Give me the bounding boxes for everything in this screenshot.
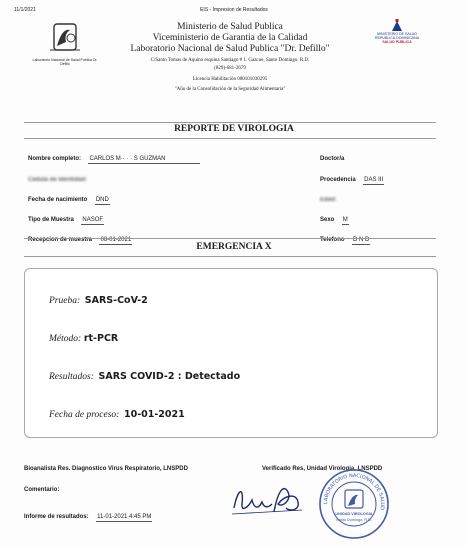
divider bbox=[24, 256, 436, 257]
result-label: Resultados: bbox=[49, 372, 94, 382]
header-viceministry: Viceministerio de Garantia de la Calidad bbox=[152, 33, 308, 43]
sex-value: M bbox=[342, 217, 348, 223]
patient-id-label: Cedula de Identidad: bbox=[28, 177, 88, 183]
patient-name-value: CARLOS M·· · · S GUZMAN bbox=[88, 155, 200, 164]
divider bbox=[24, 238, 436, 239]
report-date-label: Informe de resultados: bbox=[24, 514, 89, 520]
verifier-signature-line: Verificado Res, Unidad Virologia, LNSPDD bbox=[262, 466, 383, 472]
sex-label: Sexo bbox=[320, 217, 335, 223]
phone-value: D N D bbox=[353, 237, 370, 243]
header-year-motto: "Año de la Consolidación de la Seguridad Alimentaria" bbox=[174, 87, 286, 92]
ministry-logo bbox=[362, 18, 432, 50]
institution-header bbox=[100, 22, 360, 94]
process-date-value: 10-01-2021 bbox=[123, 409, 185, 420]
report-title: REPORTE DE VIROLOGIA bbox=[174, 124, 294, 134]
ministry-logo-line2: REPUBLICA DOMINICANA bbox=[374, 36, 420, 40]
bioanalyst-signature-line: Bioanalista Res. Diagnostico Virus Respiratorio, LNSPDD bbox=[24, 466, 188, 472]
handwritten-signature bbox=[228, 478, 308, 522]
divider bbox=[24, 138, 436, 139]
edad-row bbox=[320, 188, 337, 206]
process-date-label: Fecha de proceso: bbox=[49, 410, 120, 420]
dob-value: DND bbox=[95, 197, 109, 203]
stamp-unit: UNIDAD VIROLOGIA bbox=[335, 512, 373, 516]
emergency-label: EMERGENCIA X bbox=[196, 242, 272, 252]
process-date-row bbox=[49, 409, 185, 420]
ministry-logo-line3: SALUD PUBLICA bbox=[382, 40, 412, 44]
header-phone: (829)-681-2679 bbox=[214, 66, 246, 71]
doctor-label: Doctor/a bbox=[320, 156, 345, 162]
procedencia-value: DAS III bbox=[364, 177, 384, 183]
stamp-city: Santo Domingo, R.D. bbox=[336, 518, 372, 522]
ministry-logo-line1: MINISTERIO DE SALUD bbox=[377, 32, 417, 36]
dob-row bbox=[28, 188, 110, 206]
report-date-value: 11-01-2021 4:45 PM bbox=[97, 514, 152, 520]
phone-label: Telefono bbox=[320, 237, 345, 243]
test-value: SARS-CoV-2 bbox=[84, 295, 148, 306]
test-label: Prueba: bbox=[49, 296, 81, 306]
header-ministry: Ministerio de Salud Publica bbox=[177, 22, 283, 32]
divider bbox=[24, 122, 436, 123]
edad-label: Edad: bbox=[320, 197, 337, 203]
comment-label: Comentario: bbox=[24, 487, 60, 493]
stamp-arc-text: LABORATORIO NACIONAL DE SALUD bbox=[322, 472, 386, 511]
method-value: rt-PCR bbox=[83, 333, 119, 344]
patient-name-row bbox=[28, 147, 200, 165]
test-row bbox=[49, 295, 148, 306]
lnsp-logo-caption: Laboratorio Nacional de Salud Publica Dr. Defillo bbox=[32, 58, 98, 66]
sex-row bbox=[320, 208, 349, 226]
results-panel bbox=[24, 268, 438, 438]
lnsp-logo bbox=[30, 18, 100, 66]
header-laboratory: Laboratorio Nacional de Salud Publica "Dr. Defillo" bbox=[130, 44, 330, 54]
document-title: EIS - Impresion de Resultados bbox=[200, 7, 268, 13]
sample-type-row bbox=[28, 208, 104, 226]
official-stamp bbox=[318, 468, 390, 540]
doctor-row bbox=[320, 147, 344, 165]
method-row bbox=[49, 333, 118, 344]
header-address: C/Santo Tomas de Aquino esquina Santiago # 1. Gazcue, Santo Domingo. R.D. bbox=[150, 58, 310, 63]
dob-label: Fecha de nacimiento bbox=[28, 197, 88, 203]
reception-value: 08-01-2021 bbox=[100, 237, 132, 243]
report-date-row bbox=[24, 505, 152, 523]
print-date: 11/1/2021 bbox=[14, 7, 36, 13]
sample-type-label: Tipo de Muestra bbox=[28, 217, 74, 223]
procedencia-label: Procedencia bbox=[320, 177, 356, 183]
result-row bbox=[49, 371, 240, 382]
sample-type-value: NASOF bbox=[82, 217, 104, 223]
reception-label: Recepcion de muestra bbox=[28, 237, 93, 243]
method-label: Método: bbox=[49, 334, 82, 344]
header-license: Licencia Habilitación 000101030295 bbox=[192, 77, 268, 82]
procedencia-row bbox=[320, 168, 384, 186]
result-value: SARS COVID-2 : Detectado bbox=[98, 371, 241, 382]
patient-name-label: Nombre completo: bbox=[28, 156, 82, 162]
patient-id-row bbox=[28, 168, 90, 186]
